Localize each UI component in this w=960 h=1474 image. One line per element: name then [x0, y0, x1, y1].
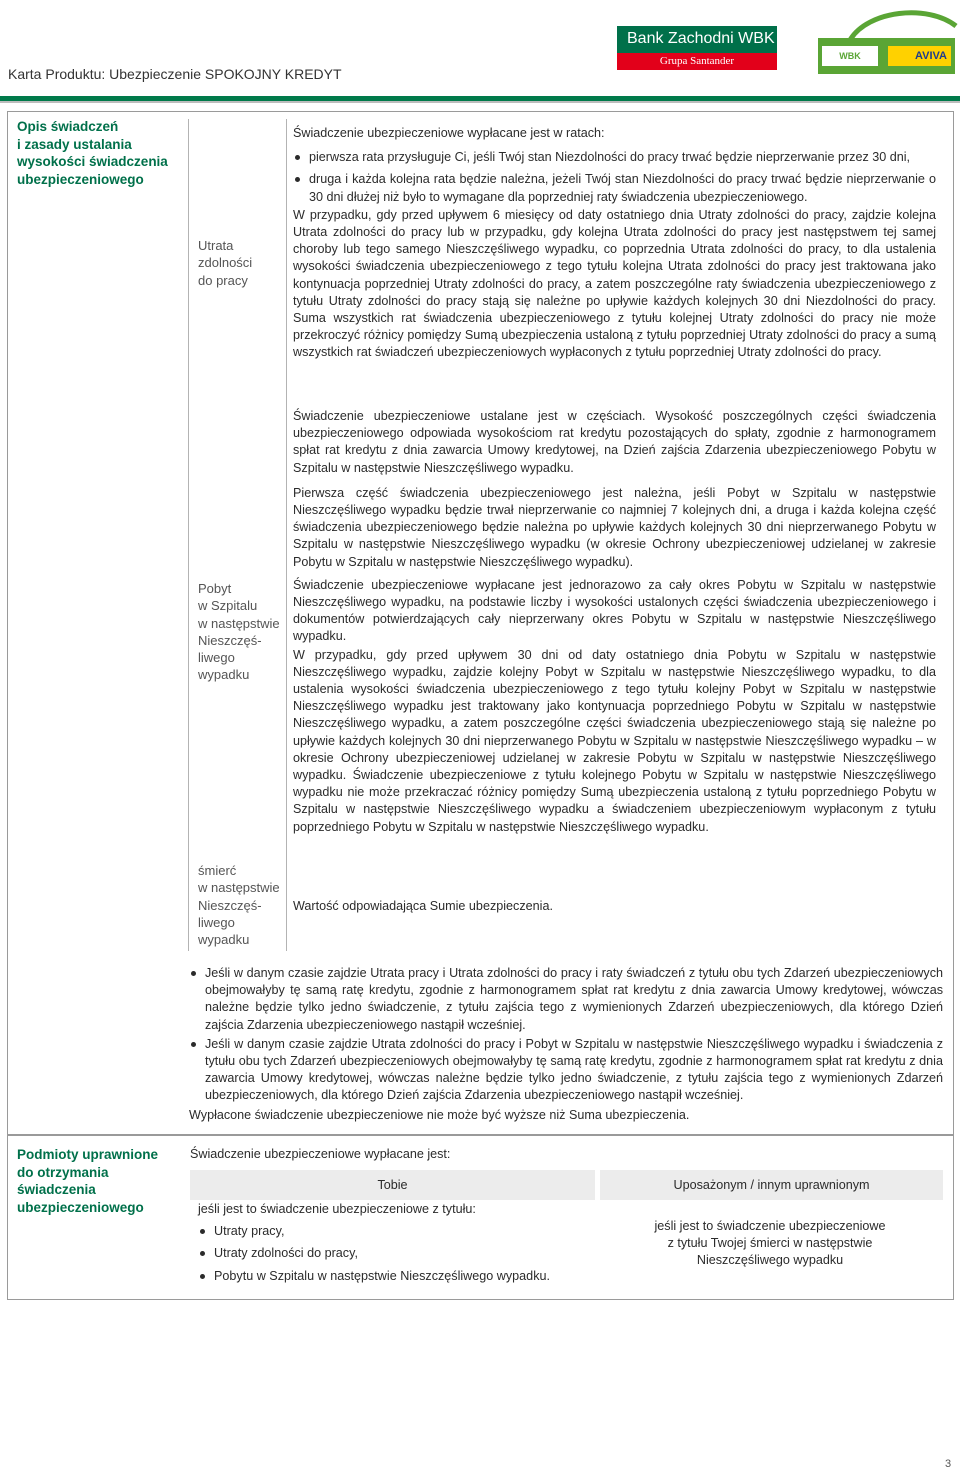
utrata-paragraph: W przypadku, gdy przed upływem 6 miesięcy od daty ostatniego dnia Utraty zdolności do pracy, zajdzie kolejna Utrata zdolności do pracy lub w przypadku, gdy kolejna Utrata zdolności do pracy jest następstwem tej samej choroby lub tego samego Nieszczęśliwego wypadku, co poprzednia Utrata zdolności do pracy, to dla ustalenia wysokości świadczenia ubezpieczeniowego z tego tytułu kolejna Utrata zdolności do pracy jest traktowana jako kontynuacja poprzedniej Utraty zdolności do pracy, a zatem poszczególne raty świadczenia ubezpieczeniowego z tytułu Utraty zdolności do pracy stają się należne po upływie każdych kolejnych 30 dni Niezdolności do pracy. Suma wszystkich rat świadczenia ubezpieczeniowego z tytułu kolejnej Utraty zdolności do pracy nie może przekroczyć różnicy pomiędzy Sumą ubezpieczenia ustaloną z tytułu poprzedniej Utraty zdolności do pracy a sumą wszystkich rat świadczeń ubezpieczeniowych wypłaconych z tytułu poprzedniej Utraty zdolności do pracy.	[293, 207, 936, 360]
bank-logo	[617, 26, 777, 70]
pobyt-paragraph: Pierwsza część świadczenia ubezpieczeniowego jest należna, jeśli Pobyt w Szpitalu w następstwie Nieszczęśliwego wypadku będzie trwał nieprzerwanie co najmniej 7 kolejnych dni, a druga i każda kolejna część świadczenia ubezpieczeniowego będzie należna po upływie każdych kolejnych 30 dni nieprzerwanego Pobytu w Szpitalu w następstwie Nieszczęśliwego wypadku (w okresie Ochrony ubezpieczeniowej udzielanej w zakresie Pobytu w Szpitalu w następstwie Nieszczęśliwego wypadku).	[293, 485, 936, 569]
partner-logo-arc-icon	[848, 6, 958, 40]
utrata-intro: Świadczenie ubezpieczeniowe wypłacane jest w ratach:	[293, 126, 605, 140]
tobie-list	[198, 1223, 593, 1285]
wbk-logo-mark: WBK	[822, 46, 878, 66]
notes-bullet-list	[189, 965, 943, 1105]
column-divider	[188, 119, 189, 951]
list-item: Jeśli w danym czasie zajdzie Utrata pracy i Utrata zdolności do pracy i raty świadczeń z tytułu obu tych Zdarzeń ubezpieczeniowych obejmowałyby tę samą ratę kredytu, zgodnie z harmonogramem spłat rat kredytu z dnia zawarcia Umowy kredytowej, wówczas należne będzie tylko jedno świadczenie, z tytułu zajścia tego z wymienionych Zdarzeń ubezpieczeniowych, dla którego Dzień zajścia Zdarzenia ubezpieczeniowego nastąpił wcześniej.	[189, 965, 943, 1034]
pobyt-paragraph: Świadczenie ubezpieczeniowe ustalane jest w częściach. Wysokość poszczególnych części świadczenia ubezpieczeniowego odpowiada wysokościom rat kredytu pozostających do spłaty, zgodnie z harmonogramem spłat rat kredytu z dnia zawarcia Umowy kredytowej, na Dzień zajścia Zdarzenia ubezpieczeniowego Pobytu w Szpitalu w następstwie Nieszczęśliwego wypadku.	[293, 409, 936, 475]
benefits-limit-note: Wypłacone świadczenie ubezpieczeniowe nie może być wyższe niż Suma ubezpieczenia.	[189, 1107, 690, 1122]
list-item: Jeśli w danym czasie zajdzie Utrata zdolności do pracy i Pobyt w Szpitalu w następstwie Nieszczęśliwego wypadku i świadczenia z tytułu obu tych Zdarzeń ubezpieczeniowych obejmowałyby tę samą ratę kredytu, zgodnie z harmonogramem spłat rat kredytu z dnia zawarcia Umowy kredytowej, wówczas należne będzie tylko jedno świadczenie, z tytułu zajścia tego z wymienionych Zdarzeń ubezpieczeniowych, dla którego Dzień zajścia Zdarzenia ubezpieczeniowego nastąpił wcześniej.	[189, 1036, 943, 1105]
section-heading-beneficiaries: Podmioty uprawnione do otrzymania świadczenia ubezpieczeniowego	[17, 1147, 159, 1215]
list-item: Utraty pracy,	[198, 1223, 593, 1240]
section-heading-benefits: Opis świadczeń i zasady ustalania wysokości świadczenia ubezpieczeniowego	[17, 119, 168, 187]
column-divider	[286, 119, 287, 951]
partner-logo	[818, 38, 955, 74]
document-title: Karta Produktu: Ubezpieczenie SPOKOJNY KREDYT	[8, 66, 342, 82]
table-header-uposazeni: Uposażonym / innym uprawnionym	[600, 1170, 943, 1200]
utrata-bullet-list	[293, 149, 936, 206]
table-header-tobie: Tobie	[190, 1170, 595, 1200]
pobyt-content	[293, 408, 936, 836]
label-utrata-zdolnosci: Utrata zdolności do pracy	[198, 238, 253, 288]
list-item: druga i każda kolejna rata będzie należna, jeżeli Twój stan Niezdolności do pracy trwać będzie nieprzerwanie o 30 dni dłużej niż było to wymagane dla poprzedniej raty świadczenia ubezpieczeniowego.	[293, 171, 936, 205]
list-item: pierwsza rata przysługuje Ci, jeśli Twój stan Niezdolności do pracy trwać będzie nieprzerwanie przez 30 dni,	[293, 149, 936, 166]
header-divider-shadow	[0, 101, 960, 103]
table-cell-intro: jeśli jest to świadczenie ubezpieczeniowe z tytułu:	[198, 1202, 476, 1216]
utrata-content	[293, 125, 936, 362]
label-smierc: śmierć w następstwie Nieszczęś- liwego wypadku	[198, 863, 280, 948]
table-cell-uposazeni: jeśli jest to świadczenie ubezpieczeniowe z tytułu Twojej śmierci w następstwie Nieszczęśliwego wypadku	[654, 1219, 886, 1268]
page-number: 3	[945, 1458, 952, 1470]
list-item: Utraty zdolności do pracy,	[198, 1245, 593, 1262]
pobyt-paragraph: W przypadku, gdy przed upływem 30 dni od daty ostatniego dnia Pobytu w Szpitalu w następstwie Nieszczęśliwego wypadku, zajdzie kolejny Pobyt w Szpitalu w następstwie Nieszczęśliwego wypadku, to dla ustalenia wysokości świadczenia ubezpieczeniowego z tego tytułu kolejny Pobyt w Szpitalu w następstwie Nieszczęśliwego wypadku jest traktowany jako kontynuacja poprzedniego Pobytu w Szpitalu w następstwie Nieszczęśliwego wypadku, a zatem poszczególne części świadczenia ubezpieczeniowego stają się należne po upływie każdych kolejnych 30 dni nieprzerwanego Pobytu w Szpitalu w następstwie Nieszczęśliwego wypadku – w okresie Ochrony ubezpieczeniowej udzielanej w zakresie Pobytu w Szpitalu w następstwie Nieszczęśliwego wypadku. Świadczenie ubezpieczeniowe z tytułu kolejnego Pobytu w Szpitalu w następstwie Nieszczęśliwego wypadku nie może przekraczać różnicy pomiędzy Sumą ubezpieczenia ustaloną z tytułu poprzedniego Pobytu w Szpitalu w następstwie Nieszczęśliwego wypadku a świadczeniem ubezpieczeniowym wypłaconym z tytułu poprzedniego Pobytu w Szpitalu w następstwie Nieszczęśliwego wypadku.	[293, 647, 936, 834]
benefits-notes	[189, 965, 943, 1124]
smierc-content: Wartość odpowiadająca Sumie ubezpieczenia.	[293, 899, 553, 913]
bank-logo-group: Grupa Santander	[617, 53, 777, 70]
bank-logo-name: Bank Zachodni WBK	[627, 30, 775, 47]
pobyt-paragraph: Świadczenie ubezpieczeniowe wypłacane jest jednorazowo za cały okres Pobytu w Szpitalu w następstwie Nieszczęśliwego wypadku, na podstawie liczby i wysokości ustalonych części świadczenia ubezpieczeniowego i dokumentów potwierdzających cały nieprzerwany okres Pobytu w Szpitalu w następstwie Nieszczęśliwego wypadku.	[293, 577, 936, 644]
list-item: Pobytu w Szpitalu w następstwie Nieszczęśliwego wypadku.	[198, 1268, 593, 1285]
beneficiaries-intro: Świadczenie ubezpieczeniowe wypłacane jest:	[190, 1147, 451, 1161]
table-cell-tobie	[198, 1201, 593, 1285]
aviva-logo-mark: AVIVA	[888, 46, 951, 66]
label-pobyt-w-szpitalu: Pobyt w Szpitalu w następstwie Nieszczęś- liwego wypadku	[198, 581, 280, 683]
